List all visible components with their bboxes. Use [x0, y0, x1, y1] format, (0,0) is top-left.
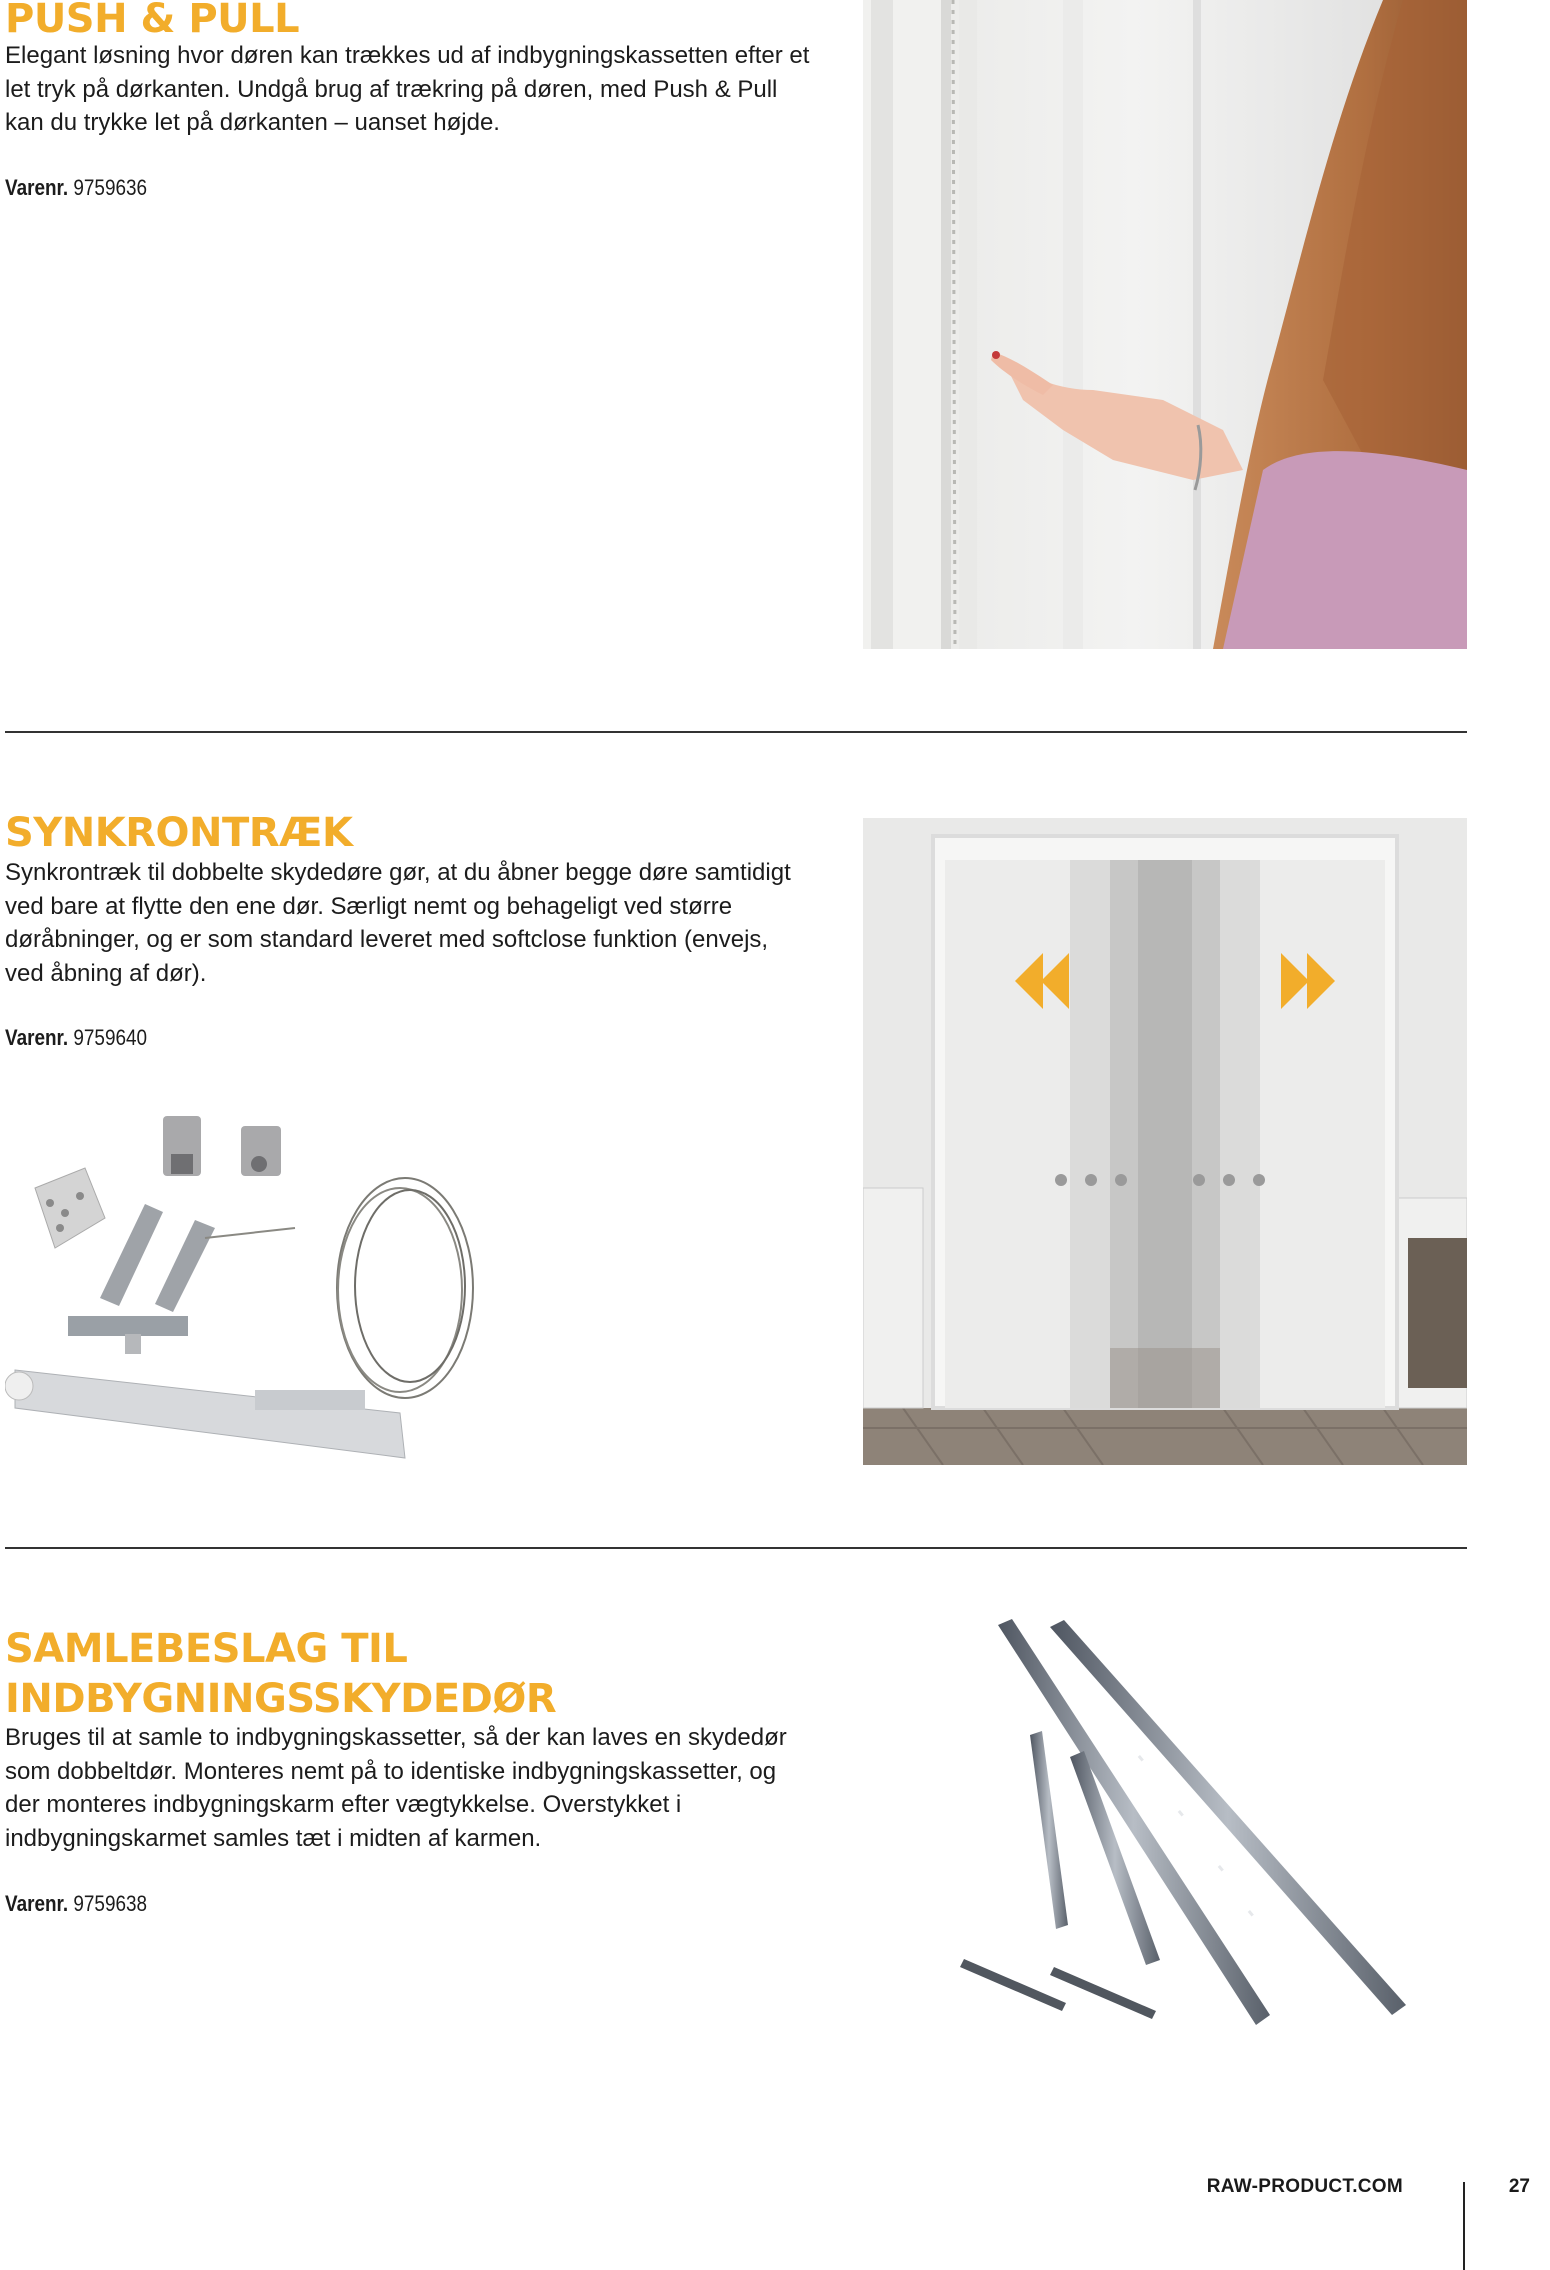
sku-push-pull [5, 174, 147, 202]
synkrontraek-door-illustration [863, 818, 1467, 1465]
section-divider [5, 731, 1467, 733]
push-pull-photo [863, 0, 1467, 649]
sku-label: Varenr. [5, 175, 69, 200]
page-number: 27 [1508, 2176, 1530, 2197]
samlebeslag-photo [950, 1615, 1420, 2045]
samlebeslag-illustration [950, 1615, 1420, 2045]
sku-synkrontraek [5, 1024, 147, 1052]
section-description-push-pull: Elegant løsning hvor døren kan trækkes ud af indbygningskassetten efter et let tryk på dørkanten. Undgå brug af trækring på døren, med Push & Pull kan du trykke let på dørkanten – uanset højde. [5, 42, 810, 136]
sku-samlebeslag [5, 1890, 147, 1918]
footer-website: RAW-PRODUCT.COM [1206, 2176, 1403, 2197]
footer-divider [1463, 2182, 1465, 2270]
synkrontraek-parts-illustration [5, 1108, 485, 1468]
synkrontraek-parts-photo [5, 1108, 485, 1468]
section-description-synkrontraek: Synkrontræk til dobbelte skydedøre gør, at du åbner begge døre samtidigt ved bare at flytte den ene dør. Særligt nemt og behageligt ved større døråbninger, og er som standard leveret med softclose funktion (envejs, ved åbning af dør). [5, 859, 791, 987]
section-title-line-2: INDBYGNINGSSKYDEDØR [5, 1676, 557, 1722]
sku-value: 9759636 [73, 175, 148, 200]
section-title-synkrontraek: SYNKRONTRÆK [5, 810, 353, 856]
sku-label: Varenr. [5, 1891, 69, 1916]
push-pull-illustration [863, 0, 1467, 649]
sku-value: 9759638 [73, 1891, 148, 1916]
section-title-samlebeslag [5, 1624, 556, 1724]
synkrontraek-door-photo [863, 818, 1467, 1465]
section-description-samlebeslag: Bruges til at samle to indbygningskassetter, så der kan laves en skydedør som dobbeltdør. Monteres nemt på to identiske indbygningskassetter, og der monteres indbygningskarm efter vægtykkelse. Overstykket i indbygningskarmet samles tæt i midten af karmen. [5, 1724, 787, 1852]
section-title-line-1: SAMLEBESLAG TIL [5, 1626, 408, 1672]
sku-value: 9759640 [73, 1025, 148, 1050]
sku-label: Varenr. [5, 1025, 69, 1050]
section-title-push-pull: PUSH & PULL [5, 0, 300, 42]
section-divider [5, 1547, 1467, 1549]
